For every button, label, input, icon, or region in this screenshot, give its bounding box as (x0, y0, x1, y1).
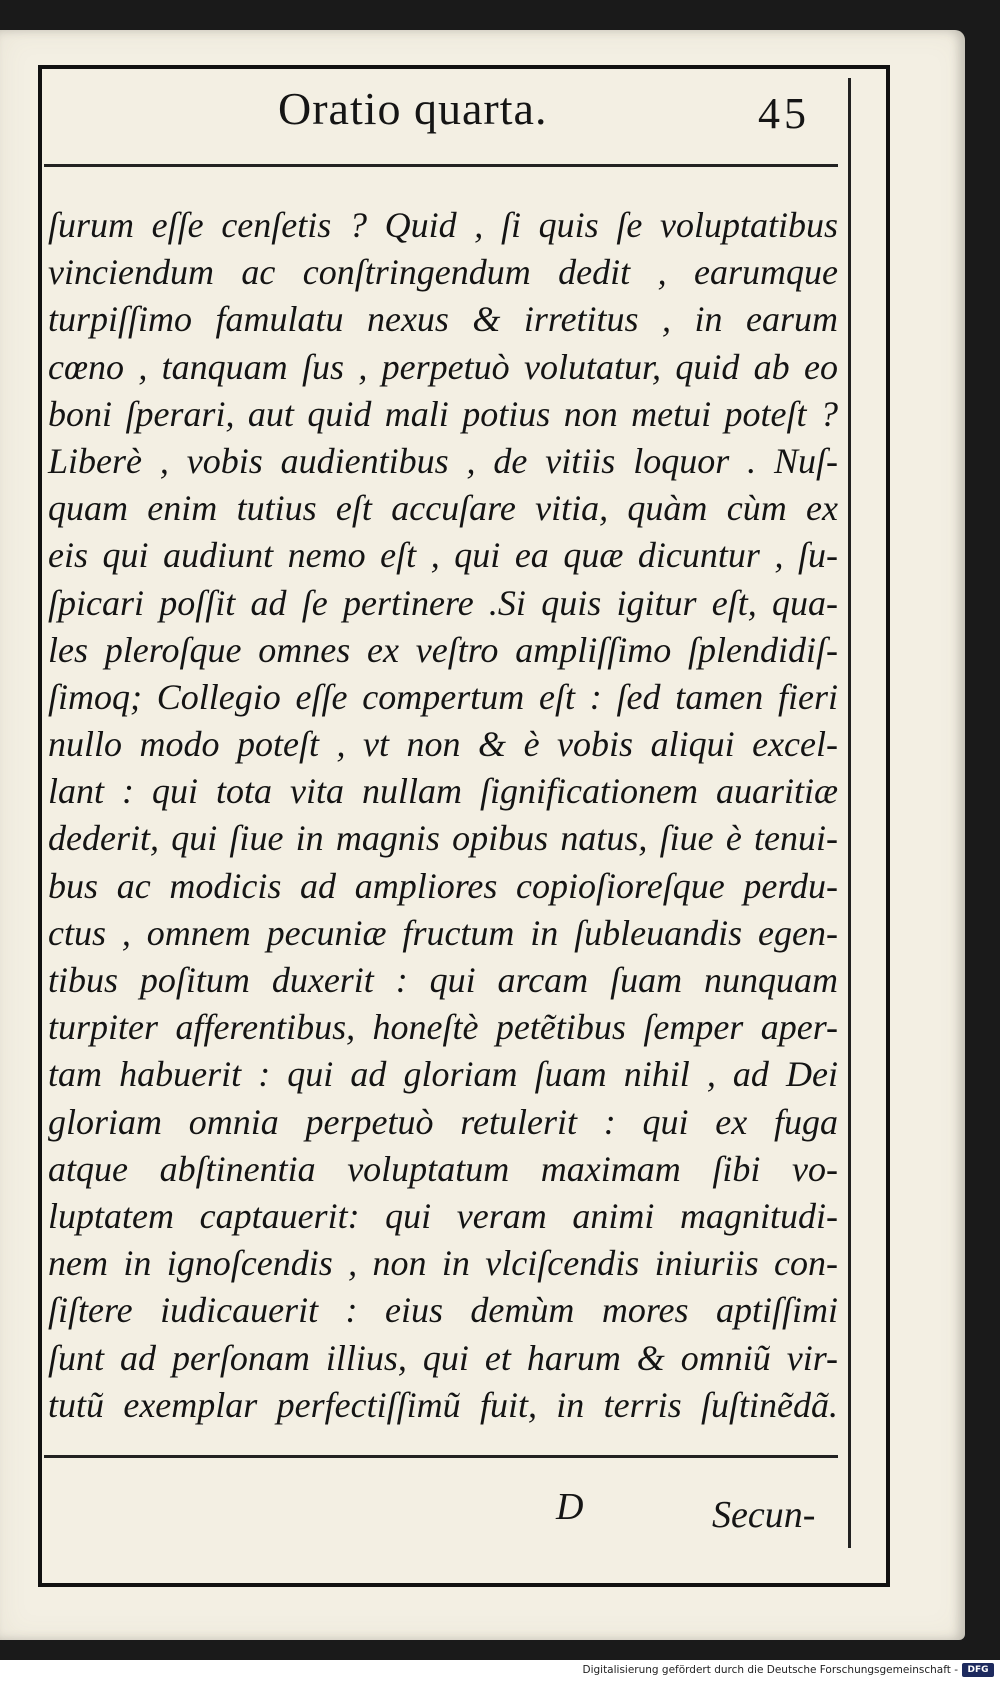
text-line: bus ac modicis ad ampliores copioſioreſque perdu- (48, 865, 838, 906)
text-line: tam habuerit : qui ad gloriam ſuam nihil , ad Dei (48, 1054, 838, 1095)
signature-mark: D (556, 1486, 584, 1528)
text-line: ſurum eſſe cenſetis ? Quid , ſi quis ſe voluptatibus (48, 205, 838, 245)
text-line: ſpicari poſſit ad ſe pertinere .Si quis igitur eſt, qua- (48, 582, 838, 623)
text-line: ſiſtere iudicauerit : eius demùm mores aptiſſimi (48, 1290, 838, 1331)
text-line: dederit, qui ſiue in magnis opibus natus, ſiue è tenui- (48, 818, 838, 859)
text-line: nullo modo poteſt , vt non & è vobis aliqui excel- (48, 724, 838, 765)
text-line: les pleroſque omnes ex veſtro ampliſſimo ſplendidiſ- (48, 629, 838, 670)
text-line: Liberè , vobis audientibus , de vitiis loquor . Nuſ- (48, 440, 838, 481)
running-head: Oratio quarta. (278, 83, 548, 134)
text-line: quam enim tutius eſt accuſare vitia, quàm cùm ex (48, 488, 838, 529)
inner-rule-right (848, 78, 851, 1548)
text-line: cœno , tanquam ſus , perpetuò volutatur, quid ab eo (48, 346, 838, 387)
text-line: gloriam omnia perpetuò retulerit : qui ex fuga (48, 1101, 838, 1142)
text-line: atque abſtinentia voluptatum maximam ſibi vo- (48, 1148, 838, 1189)
book-page (0, 30, 965, 1640)
text-line: lant : qui tota vita nullam ſignificationem auaritiæ (48, 771, 838, 812)
page-number: 45 (758, 89, 810, 138)
header-rule (44, 164, 838, 167)
catchword: Secun- (712, 1494, 816, 1536)
digitization-credit: Digitalisierung gefördert durch die Deutsche Forschungsgemeinschaft - (582, 1664, 958, 1676)
text-line: turpiſſimo famulatu nexus & irretitus , in earum (48, 299, 838, 340)
text-line: tutũ exemplar perfectiſſimũ fuit, in terris ſuſtinẽdã. (48, 1384, 838, 1425)
text-line: tibus poſitum duxerit : qui arcam ſuam nunquam (48, 960, 838, 1000)
text-line: nem in ignoſcendis , non in vlciſcendis iniuriis con- (48, 1243, 838, 1284)
text-line: eis qui audiunt nemo eſt , qui ea quæ dicuntur , ſu- (48, 535, 838, 576)
dfg-logo: DFG (962, 1663, 994, 1677)
body-text (48, 202, 838, 1429)
text-line: turpiter afferentibus, honeſtè petẽtibus ſemper aper- (48, 1007, 838, 1048)
text-line: ſunt ad perſonam illius, qui et harum & omniũ vir- (48, 1337, 838, 1378)
text-line: boni ſperari, aut quid mali potius non metui poteſt ? (48, 393, 838, 434)
text-line: luptatem captauerit: qui veram animi magnitudi- (48, 1195, 838, 1236)
footer-rule (44, 1455, 838, 1458)
text-line: ctus , omnem pecuniæ fructum in ſubleuandis egen- (48, 912, 838, 953)
text-line: vinciendum ac conſtringendum dedit , earumque (48, 252, 838, 293)
text-line: ſimoq; Collegio eſſe compertum eſt : ſed tamen fieri (48, 676, 838, 717)
